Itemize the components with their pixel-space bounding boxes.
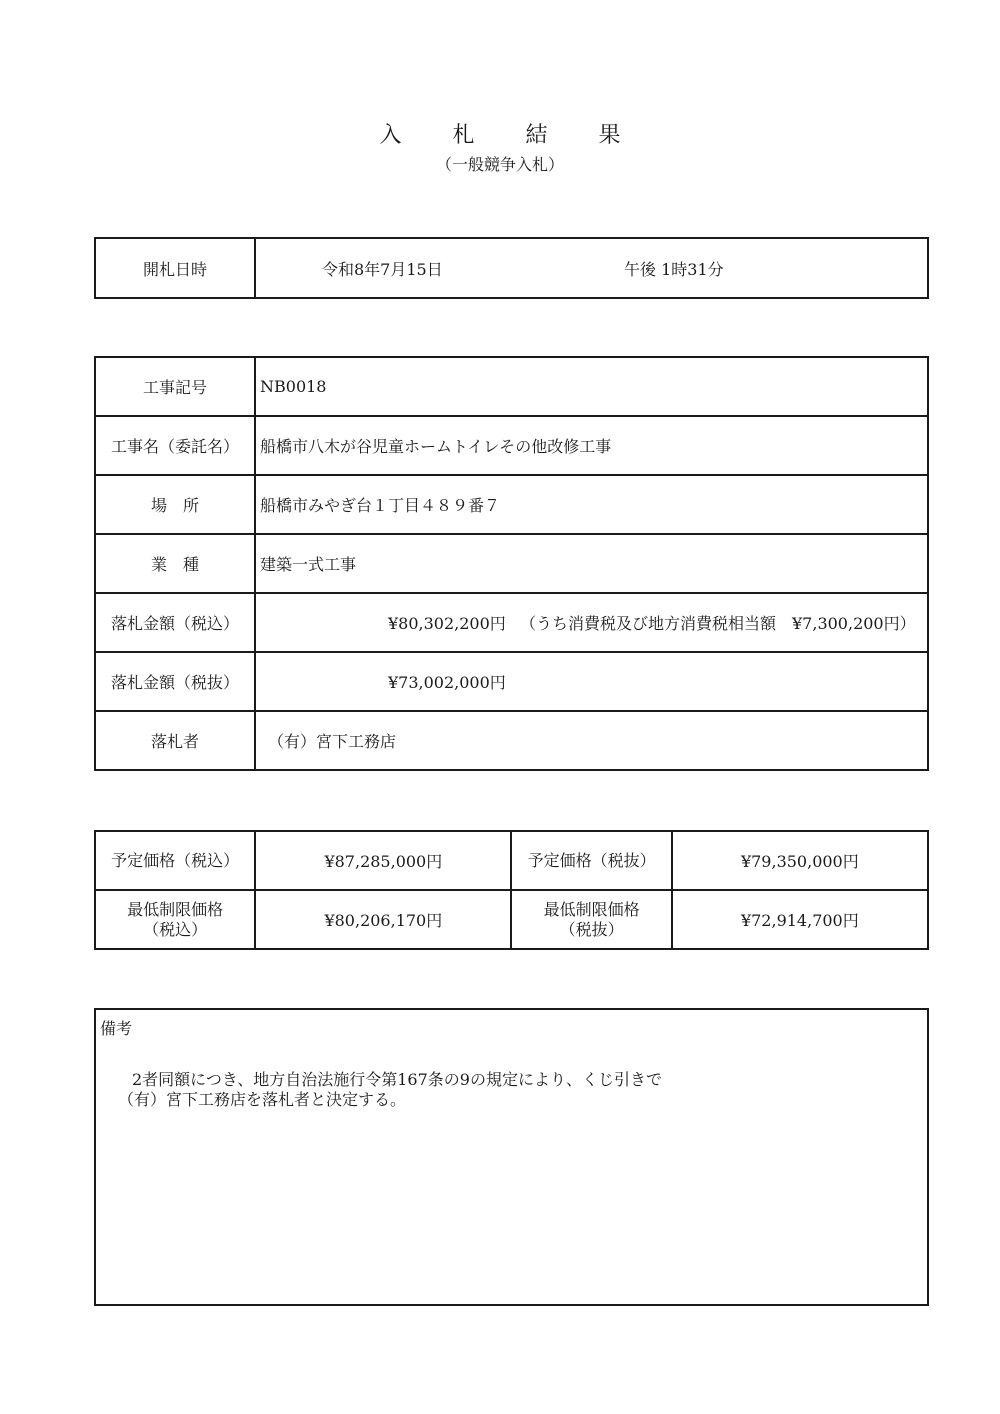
project-code-label: 工事記号 [95,357,255,416]
planned-incl-label: 予定価格（税込） [95,831,255,890]
award-incl-cell [255,593,928,652]
award-excl-cell [255,652,928,711]
table-row [95,357,928,416]
award-incl-amount: ¥80,302,200円 [388,614,506,633]
award-incl-label: 落札金額（税込） [95,593,255,652]
remarks-line2: （有）宮下工務店を落札者と決定する。 [118,1090,407,1109]
table-row [95,534,928,593]
min-incl-label-line2: （税込） [143,919,208,939]
table-row [95,831,928,890]
opening-datetime-table [94,237,929,299]
opening-datetime-value [255,238,928,298]
remarks-text [118,1070,662,1110]
table-row [95,890,928,949]
winner-name: （有）宮下工務店 [268,732,397,751]
min-excl-label-line2: （税抜） [559,919,624,939]
remarks-line1: 2者同額につき、地方自治法施行令第167条の9の規定により、くじ引きで [132,1070,662,1089]
min-incl-value: ¥80,206,170円 [255,890,511,949]
winner-label: 落札者 [95,711,255,770]
opening-time: 午後 1時31分 [624,259,724,279]
remarks-label: 備考 [100,1019,133,1038]
project-info-table [94,356,929,771]
min-excl-label-line1: 最低制限価格 [543,899,640,919]
planned-excl-label: 予定価格（税抜） [511,831,671,890]
min-excl-value: ¥72,914,700円 [672,890,928,949]
min-excl-label [511,890,671,949]
opening-datetime-row [95,238,928,298]
table-row [95,416,928,475]
award-excl-amount: ¥73,002,000円 [388,673,506,692]
planned-excl-value: ¥79,350,000円 [672,831,928,890]
table-row [95,652,928,711]
min-incl-label [95,890,255,949]
table-row [95,711,928,770]
category-label: 業 種 [95,534,255,593]
document-title: 入 札 結 果 [379,123,643,148]
min-incl-label-line1: 最低制限価格 [127,899,224,919]
remarks-box [94,1008,929,1306]
table-row [95,475,928,534]
planned-incl-value: ¥87,285,000円 [255,831,511,890]
location-label: 場 所 [95,475,255,534]
category: 建築一式工事 [255,534,928,593]
project-name-label: 工事名（委託名） [95,416,255,475]
opening-datetime-label: 開札日時 [95,238,255,298]
project-name: 船橋市八木が谷児童ホームトイレその他改修工事 [255,416,928,475]
document-subtitle: （一般競争入札） [435,155,564,174]
award-excl-label: 落札金額（税抜） [95,652,255,711]
location: 船橋市みやぎ台１丁目４８９番７ [255,475,928,534]
price-table [94,830,929,950]
opening-date: 令和8年7月15日 [322,259,443,279]
winner [255,711,928,770]
project-code: NB0018 [255,357,928,416]
award-tax-note: （うち消費税及び地方消費税相当額 ¥7,300,200円） [520,614,916,633]
table-row [95,593,928,652]
